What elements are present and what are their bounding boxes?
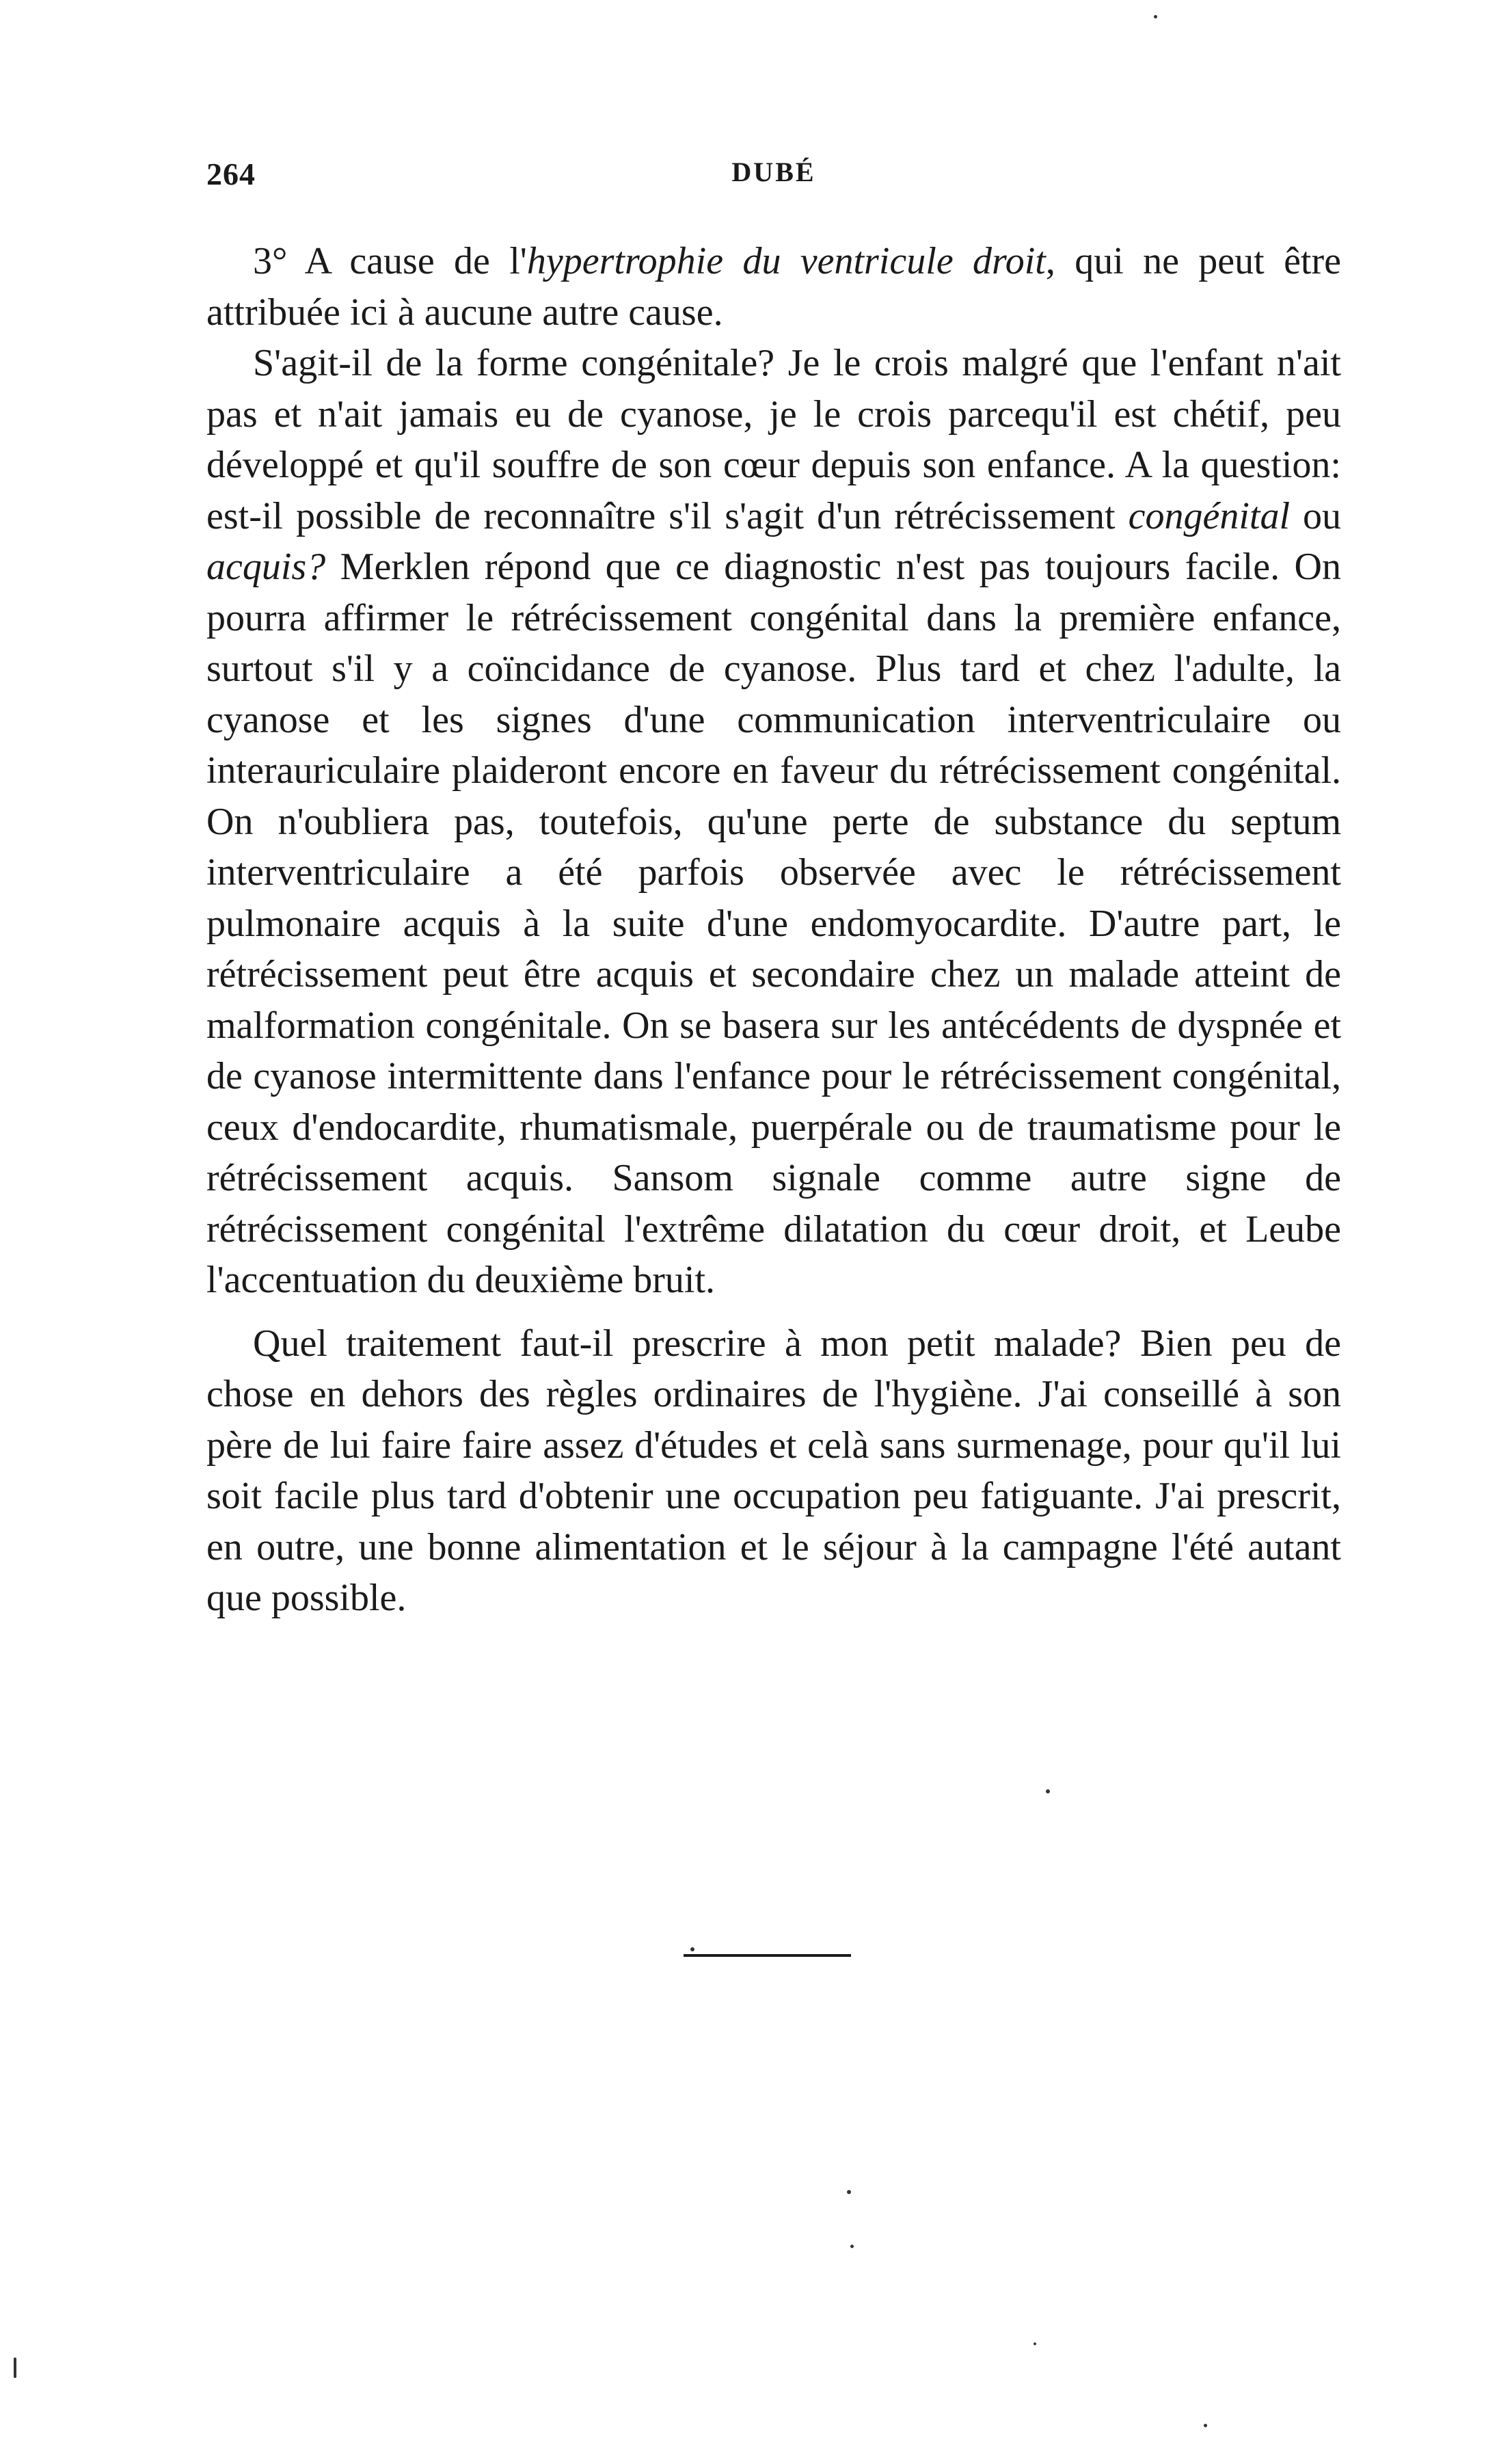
scan-speck xyxy=(847,2190,851,2194)
paragraph-2-part-3: Merklen répond que ce diagnostic n'est pas toujours facile. On pourra affirmer le rétrécissement congénital dans la première enfance, surtout s'il y a coïncidance de cyanose. Plus tard et chez l'adulte, la cyanose et les signes d'une communication interventriculaire ou interauriculaire plaideront encore en faveur du rétrécissement congénital. On n'oubliera pas, toutefois, qu'une perte de substance du septum interventriculaire a été parfois observée avec le rétrécissement pulmonaire acquis à la suite d'une endomyocardite. D'autre part, le rétrécissement peut être acquis et secondaire chez un malade atteint de malformation congénitale. On se basera sur les antécédents de dyspnée et de cyanose intermittente dans l'enfance pour le rétrécissement congénital, ceux d'endocardite, rhumatismale, puerpérale ou de traumatisme pour le rétrécissement acquis. Sansom signale comme autre signe de rétrécissement congénital l'extrême dilatation du cœur droit, et Leube l'accentuation du deuxième bruit. xyxy=(206,546,1341,1301)
scan-speck xyxy=(850,2245,854,2248)
scan-speck xyxy=(690,1947,694,1951)
paragraph-1-tail: , qui ne peut être attribuée ici à aucune autre cause. xyxy=(206,240,1341,334)
page-number: 264 xyxy=(206,157,256,191)
scan-speck xyxy=(14,2357,16,2378)
paragraph-2-emphasis-2: acquis? xyxy=(206,546,326,588)
paragraph-1-emphasis: hypertrophie du ventricule droit xyxy=(526,240,1046,282)
paragraph-2 xyxy=(206,338,1341,1306)
end-rule xyxy=(684,1954,851,1957)
running-head xyxy=(206,156,1341,204)
body-text xyxy=(206,236,1341,1624)
running-title: DUBÉ xyxy=(731,157,816,187)
paragraph-2-emphasis-1: congénital xyxy=(1128,494,1290,537)
paragraph-2-part-1: S'agit-il de la forme congénitale? Je le crois malgré que l'enfant n'ait pas et n'ait jamais eu de cyanose, je le crois parcequ'il est chétif, peu développé et qu'il souffre de son cœur depuis son enfance. A la question: est-il possible de reconnaître s'il s'agit d'un rétrécissement xyxy=(206,342,1341,537)
paragraph-3: Quel traitement faut-il prescrire à mon petit malade? Bien peu de chose en dehors des règles ordinaires de l'hygiène. J'ai conseillé à son père de lui faire faire assez d'études et celà sans surmenage, pour qu'il lui soit facile plus tard d'obtenir une occupation peu fatiguante. J'ai prescrit, en outre, une bonne alimentation et le séjour à la campagne l'été autant que possible. xyxy=(206,1322,1341,1619)
paragraph-2-part-2: ou xyxy=(1290,494,1342,537)
scan-speck xyxy=(1034,2342,1036,2345)
paragraph-1 xyxy=(206,236,1341,338)
scan-speck xyxy=(1204,2424,1207,2427)
scan-speck xyxy=(1154,15,1157,18)
scan-speck xyxy=(1046,1789,1050,1793)
paragraph-1-lead: 3° A cause de l' xyxy=(253,240,527,282)
